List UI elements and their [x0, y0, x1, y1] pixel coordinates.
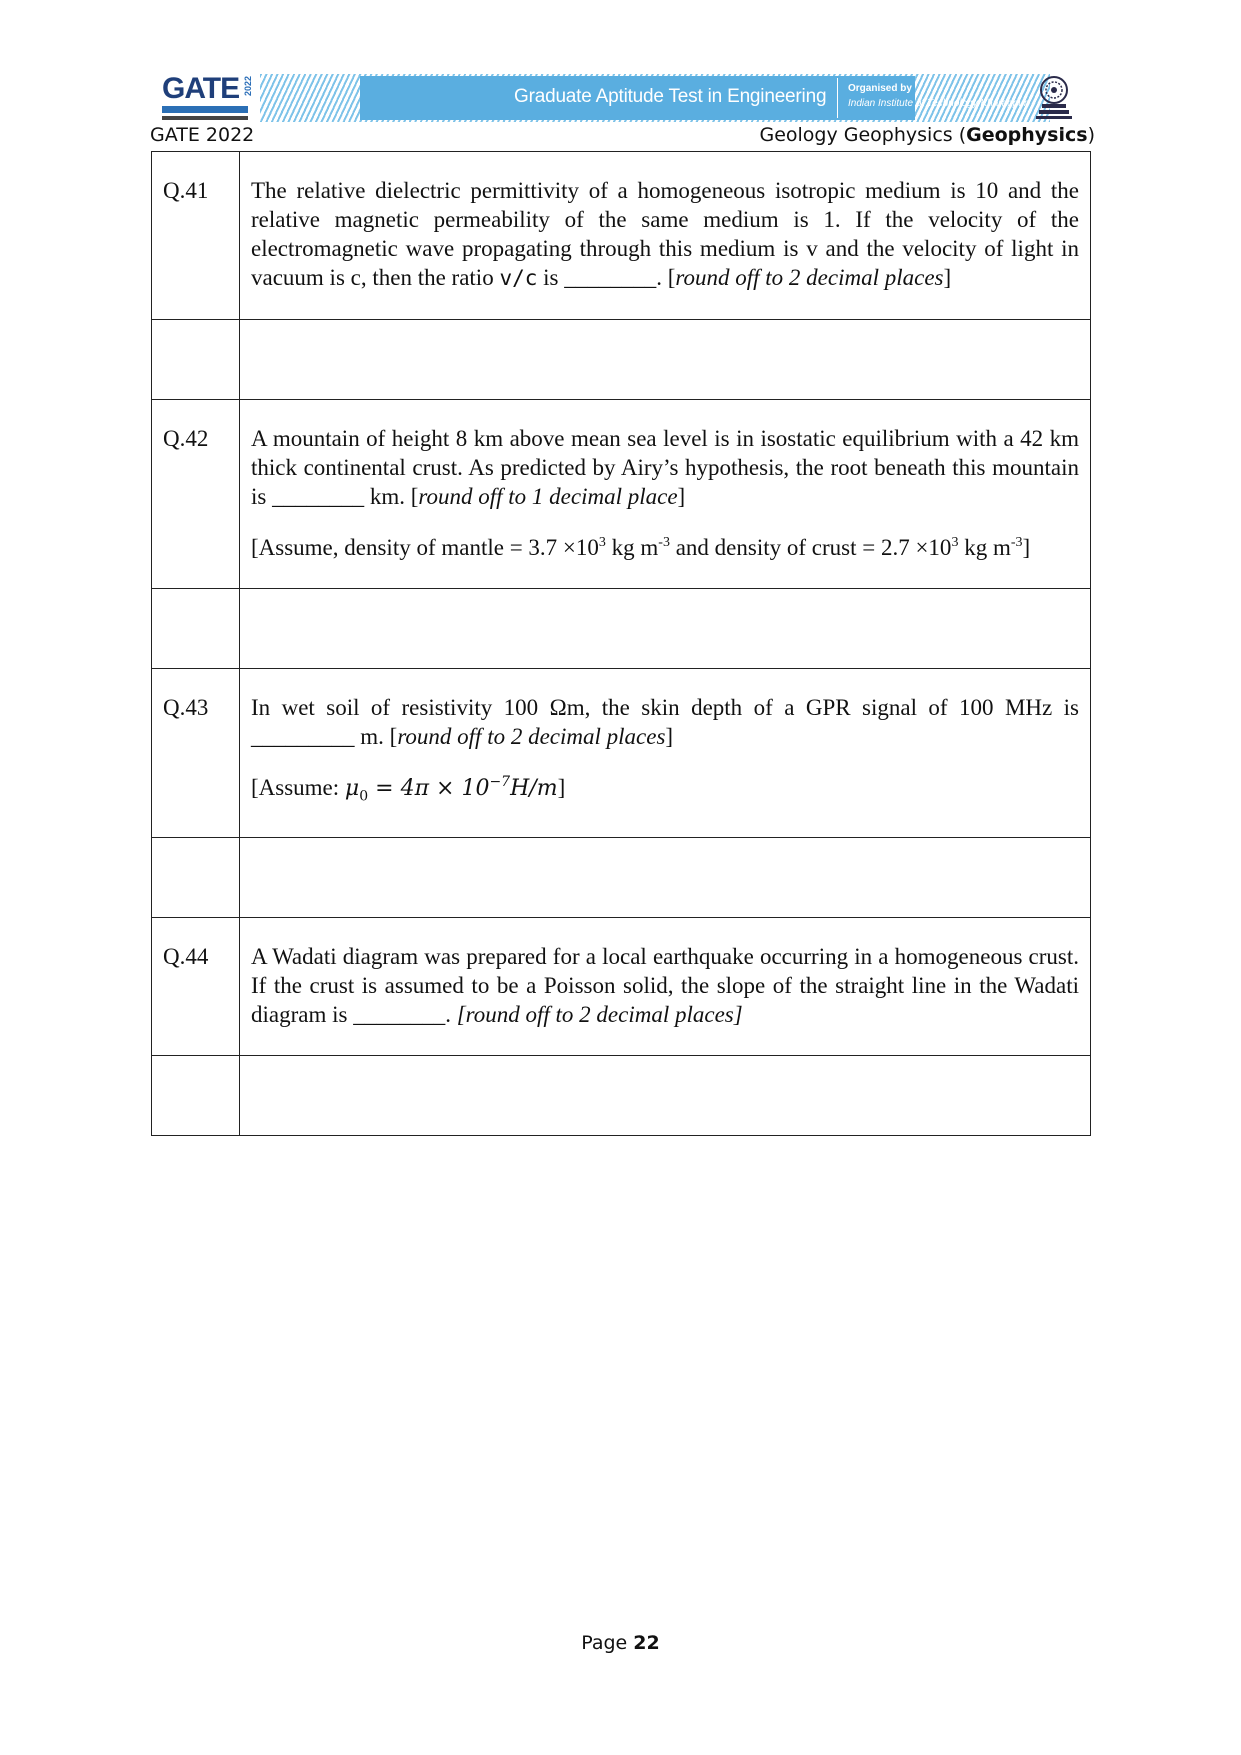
answer-row	[152, 838, 1091, 918]
assumption-text	[251, 533, 1079, 562]
rounding-note: [round off to 2 decimal places]	[456, 1002, 743, 1028]
exponent: -3	[1010, 535, 1023, 550]
answer-row	[152, 320, 1091, 400]
answer-cell	[240, 1056, 1091, 1136]
logo-strip	[162, 106, 248, 113]
gate-logo-year: 2022	[243, 76, 253, 97]
question-text-part: The relative dielectric permittivity of a homogeneous isotropic medium is 10 and the relative magnetic permeability of the same medium is 1. If the velocity of the electromagnetic wave propagating through this medium is v and the velocity of light in vacuum is c, then the ratio	[251, 178, 1079, 290]
paper-prefix: Geology Geophysics (	[759, 124, 967, 146]
question-text-part: ]	[943, 265, 952, 290]
exam-label: GATE 2022	[150, 124, 255, 146]
mu-subscript: 0	[359, 788, 369, 805]
assumption-part: [Assume:	[251, 775, 345, 800]
page-footer	[0, 1632, 1241, 1654]
rounding-note: round off to 2 decimal places	[397, 724, 666, 749]
answer-cell-empty	[152, 589, 240, 669]
question-text	[240, 669, 1091, 838]
question-table	[151, 151, 1091, 1136]
unit: H/m	[510, 776, 558, 801]
assumption-part: ]	[1022, 535, 1031, 560]
gate-logo	[152, 70, 252, 128]
page-number: 22	[633, 1632, 660, 1654]
assumption-part: [Assume, density of mantle = 3.7 ×10	[251, 535, 599, 560]
assumption-part: ]	[557, 775, 566, 800]
exponent: 3	[951, 535, 959, 550]
exponent: -3	[658, 535, 670, 550]
banner-divider	[837, 78, 838, 118]
answer-row	[152, 1056, 1091, 1136]
ratio-expression: v/c	[499, 266, 538, 290]
page-prefix: Page	[581, 1632, 634, 1654]
answer-row	[152, 589, 1091, 669]
paper-section: Geophysics	[966, 124, 1088, 146]
paper-suffix: )	[1087, 124, 1095, 146]
rounding-note: round off to 1 decimal place	[418, 484, 678, 509]
rounding-note: round off to 2 decimal places	[675, 265, 944, 290]
banner-title: Graduate Aptitude Test in Engineering	[514, 86, 827, 107]
question-text	[240, 152, 1091, 320]
question-row-44	[152, 918, 1091, 1056]
question-number: Q.42	[152, 400, 240, 589]
question-row-43	[152, 669, 1091, 838]
answer-cell	[240, 589, 1091, 669]
organised-by-label: Organised by	[848, 83, 912, 94]
equation-part: = 4π × 10	[368, 776, 490, 801]
paper-label	[759, 124, 1095, 146]
mu-letter: μ	[344, 776, 360, 801]
answer-cell-empty	[152, 1056, 240, 1136]
answer-cell	[240, 320, 1091, 400]
question-number: Q.43	[152, 669, 240, 838]
gate-logo-text: GATE	[162, 72, 240, 105]
assumption-text	[251, 773, 1079, 811]
question-text	[240, 400, 1091, 589]
question-row-42	[152, 400, 1091, 589]
question-number: Q.41	[152, 152, 240, 320]
logo-strip-hindi	[162, 116, 248, 120]
mu-symbol	[344, 776, 369, 805]
answer-cell-empty	[152, 838, 240, 918]
question-text-part: is ________. [	[537, 265, 676, 290]
question-number: Q.44	[152, 918, 240, 1056]
assumption-part: kg m	[605, 535, 659, 560]
question-text-part: ]	[665, 724, 674, 749]
question-text-part: In wet soil of resistivity 100 Ωm, the skin depth of a GPR signal of 100 MHz is _________ m. [	[251, 695, 1079, 749]
exponent: −7	[489, 774, 511, 790]
answer-cell-empty	[152, 320, 240, 400]
question-text-part: A mountain of height 8 km above mean sea level is in isostatic equilibrium with a 42 km thick continental crust. As predicted by Airy’s hypothesis, the root beneath this mountain is ________ km. [	[251, 426, 1079, 509]
question-text-part: ]	[677, 484, 686, 509]
iit-emblem-icon	[1033, 74, 1075, 120]
organiser-name: Indian Institute of Technology Kharagpur	[848, 98, 1028, 109]
question-row-41	[152, 152, 1091, 320]
header-banner	[152, 70, 1077, 128]
question-text-part: A Wadati diagram was prepared for a local earthquake occurring in a homogeneous crust. If the crust is assumed to be a Poisson solid, the slope of the straight line in the Wadati diagram is ________.	[251, 944, 1079, 1028]
assumption-part: and density of crust = 2.7 ×10	[669, 535, 952, 560]
assumption-part: kg m	[958, 535, 1011, 560]
answer-cell	[240, 838, 1091, 918]
question-text	[240, 918, 1091, 1056]
exponent: 3	[598, 535, 606, 550]
